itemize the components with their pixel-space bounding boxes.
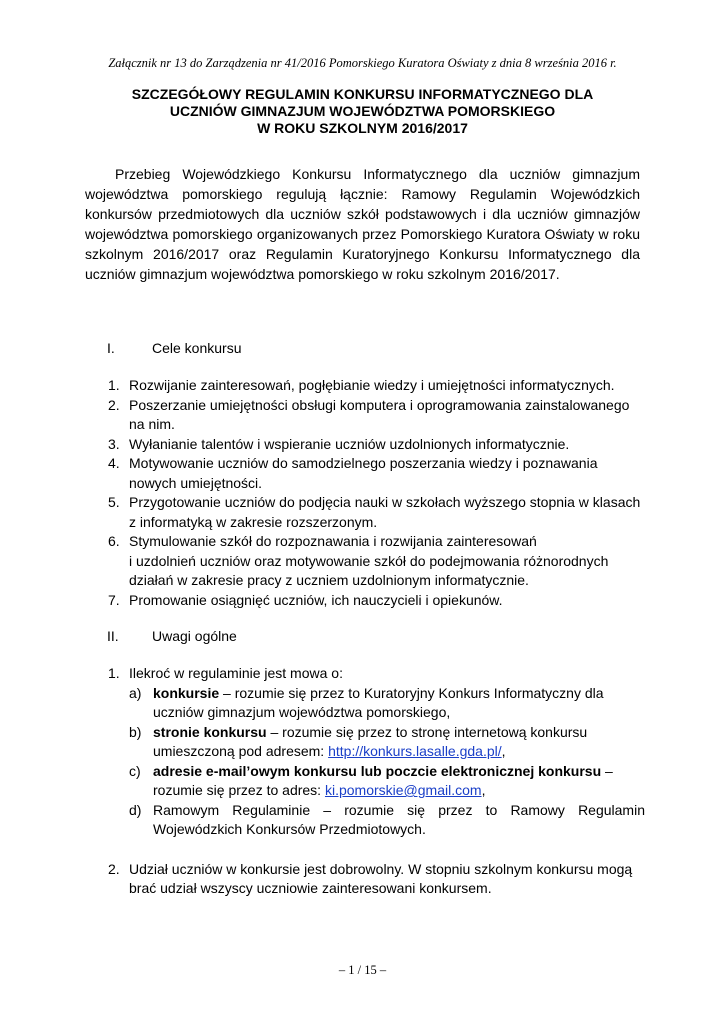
definition-text: – rozumie się przez to stronę internetową konkursu umieszczoną pod adresem:	[153, 723, 588, 759]
section-2-numeral: II.	[107, 628, 119, 644]
section-1-numeral: I.	[107, 340, 115, 356]
item-text: Udział uczniów w konkursie jest dobrowolny. W stopniu szkolnym konkursu mogą brać udział wszyscy uczniowie zainteresowani konkursem.	[129, 860, 633, 896]
title-line-2: UCZNIÓW GIMNAZJUM WOJEWÓDZTWA POMORSKIEGO	[169, 103, 556, 119]
definition-term: stronie konkursu	[153, 723, 267, 740]
list-item	[85, 396, 645, 435]
section-2-heading	[107, 627, 237, 645]
section-2-title: Uwagi ogólne	[152, 628, 237, 644]
document-title	[60, 86, 665, 137]
intro-paragraph: Przebieg Wojewódzkiego Konkursu Informatycznego dla uczniów gimnazjum województwa pomorskiego regulują łącznie: Ramowy Regulamin Wojewódzkich konkursów przedmiotowych dla uczniów szkół podstawowych i dla uczniów gimnazjów województwa pomorskiego organizowanych przez Pomorskiego Kuratora Oświaty w roku szkolnym 2016/2017 oraz Regulamin Kuratoryjnego Konkursu Informatycznego dla uczniów gimnazjum województwa pomorskiego w roku szkolnym 2016/2017.	[85, 166, 640, 282]
list-item	[85, 376, 645, 396]
item-text: Rozwijanie zainteresowań, pogłębianie wiedzy i umiejętności informatycznych.	[129, 377, 615, 393]
item-text: Wyłanianie talentów i wspieranie uczniów uzdolnionych informatycznie.	[129, 435, 570, 452]
title-line-1: SZCZEGÓŁOWY REGULAMIN KONKURSU INFORMATYCZNEGO DLA	[131, 86, 594, 102]
definition-term: adresie e-mail’owym konkursu lub poczcie elektronicznej konkursu	[153, 762, 602, 779]
section-1-title: Cele konkursu	[152, 340, 242, 356]
list-item	[85, 532, 645, 591]
item-text: Poszerzanie umiejętności obsługi komputera i oprogramowania zainstalowanego na nim.	[129, 396, 630, 432]
item-number: 2.	[108, 860, 120, 877]
definition-text: – rozumie się przez to adres:	[153, 762, 613, 798]
punctuation: ,	[501, 743, 506, 759]
title-line-3: W ROKU SZKOLNYM 2016/2017	[257, 120, 468, 136]
item-number: 3.	[108, 435, 120, 452]
item-text: Promowanie osiągnięć uczniów, ich nauczycieli i opiekunów.	[129, 591, 503, 608]
definition-text: – rozumie się przez to Kuratoryjny Konkurs Informatyczny dla uczniów gimnazjum województwa pomorskiego,	[153, 684, 604, 720]
definition-item	[129, 801, 645, 840]
definition-item	[129, 723, 645, 762]
item-number: 1.	[108, 665, 120, 681]
definition-item	[129, 762, 645, 801]
list-item	[85, 435, 645, 455]
list-item	[85, 860, 645, 899]
item-text: Ilekroć w regulaminie jest mowa o:	[129, 665, 343, 681]
goals-list	[85, 376, 645, 610]
annex-note: Załącznik nr 13 do Zarządzenia nr 41/2016 Pomorskiego Kuratora Oświaty z dnia 8 września 2016 r.	[108, 56, 617, 70]
item-letter: a)	[129, 684, 142, 701]
item-number: 2.	[108, 396, 120, 413]
definition-term: konkursie	[153, 684, 220, 701]
definition-item	[129, 684, 645, 723]
item-text-line-2: i uzdolnień uczniów oraz motywowanie szkół do podejmowania różnorodnych działań w zakresie pracy z uczniem uzdolnionym informatycznie.	[129, 552, 609, 588]
section-1-heading	[107, 339, 242, 357]
item-letter: b)	[129, 723, 142, 740]
item-number: 7.	[108, 591, 120, 608]
list-item	[85, 664, 645, 840]
item-text-line-1: Stymulowanie szkół do rozpoznawania i rozwijania zainteresowań	[129, 533, 537, 549]
page-number: – 1 / 15 –	[338, 963, 387, 977]
item-number: 5.	[108, 494, 120, 510]
item-text: Motywowanie uczniów do samodzielnego poszerzania wiedzy i poznawania nowych umiejętności.	[129, 455, 598, 491]
item-letter: c)	[129, 762, 141, 779]
definition-text: Ramowym Regulaminie – rozumie się przez to Ramowy Regulamin Wojewódzkich Konkursów Przedmiotowych.	[153, 801, 645, 837]
contest-email-link[interactable]: ki.pomorskie@gmail.com	[324, 782, 482, 798]
punctuation: ,	[481, 782, 486, 798]
item-number: 6.	[108, 533, 120, 549]
general-notes-list	[85, 664, 645, 899]
item-number: 4.	[108, 455, 120, 471]
definitions-list	[129, 684, 645, 840]
list-item	[85, 454, 645, 493]
contest-website-link[interactable]: http://konkurs.lasalle.gda.pl/	[328, 743, 502, 759]
item-letter: d)	[129, 801, 142, 818]
list-item	[85, 591, 645, 611]
item-number: 1.	[108, 377, 120, 393]
item-text: Przygotowanie uczniów do podjęcia nauki w szkołach wyższego stopnia w klasach z informatyką w zakresie rozszerzonym.	[129, 494, 641, 530]
list-item	[85, 493, 645, 532]
